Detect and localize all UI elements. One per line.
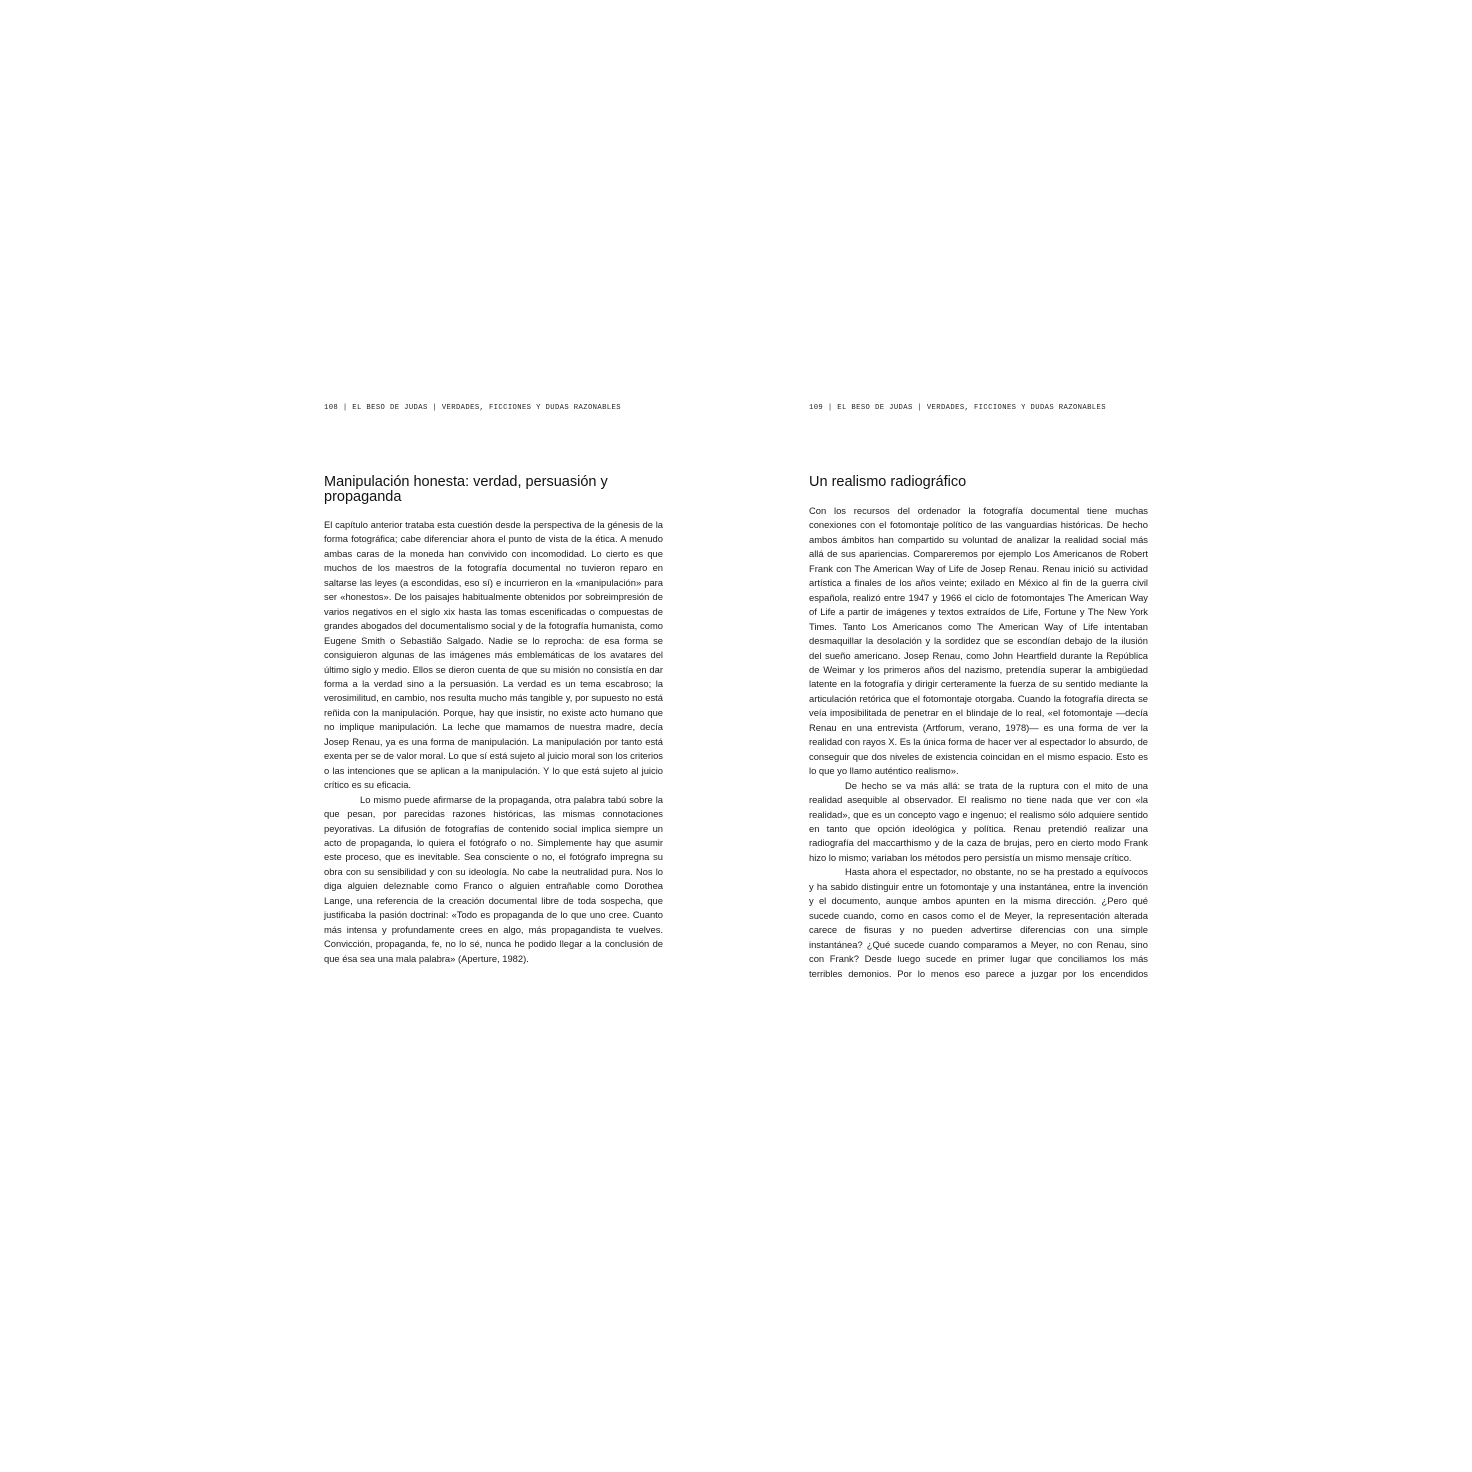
paragraph: Con los recursos del ordenador la fotografía documental tiene muchas conexiones con el fotomontaje político de las vanguardias históricas. De hecho ambos ámbitos han compartido su voluntad de analizar la realidad social más allá de sus apariencias. Compareremos por ejemplo Los Americanos de Robert Frank con The American Way of Life de Josep Renau. Renau inició su actividad artística a finales de los años veinte; exilado en México al fin de la guerra civil española, realizó entre 1947 y 1966 el ciclo de fotomontajes The American Way of Life a partir de imágenes y textos extraídos de Life, Fortune y The New York Times. Tanto Los Americanos como The American Way of Life intentaban desmaquillar la desolación y la sordidez que se escondían debajo de la ilusión del sueño americano. Josep Renau, como John Heartfield durante la República de Weimar y los primeros años del nazismo, pretendía superar la ambigüedad latente en la fotografía y dirigir certeramente la fuerza de su sentido mediante la articulación retórica que el fotomontaje otorgaba. Cuando la fotografía directa se veía imposibilitada de penetrar en el blindaje de lo real, «el fotomontaje —decía Renau en una entrevista (Artforum, verano, 1978)— es una forma de ver la realidad con rayos X. Es la única forma de hacer ver al espectador lo absurdo, de conseguir que dos niveles de existencia coincidan en el mismo espacio. Esto es lo que yo llamo auténtico realismo». bbox=[809, 505, 1148, 777]
right-page bbox=[736, 0, 1472, 1472]
paragraph: De hecho se va más allá: se trata de la ruptura con el mito de una realidad asequible al observador. El realismo no tiene nada que ver con «la realidad», que es un concepto vago e ingenuo; el realismo sólo adquiere sentido en tanto que opción ideológica y política. Renau pretendió realizar una radiografía del maccarthismo y de la caza de brujas, pero en cierto modo Frank hizo lo mismo; variaban los métodos pero persistía un mismo mensaje crítico. bbox=[809, 779, 1148, 863]
paragraph: El capítulo anterior trataba esta cuestión desde la perspectiva de la génesis de la forma fotográfica; cabe diferenciar ahora el punto de vista de la ética. A menudo ambas caras de la moneda han convivido con incomodidad. Lo cierto es que muchos de los maestros de la fotografía documental no tuvieron reparo en saltarse las leyes (a escondidas, eso sí) e incurrieron en la «manipulación» para ser «honestos». De los paisajes habitualmente obtenidos por sobreimpresión de varios negativos en el siglo xix hasta las tomas escenificadas o compuestas de grandes abogados del documentalismo social y de la fotografía humanista, como Eugene Smith o Sebastião Salgado. Nadie se lo reprocha: de esa forma se consiguieron algunas de las imágenes más emblemáticas de los avatares del último siglo y medio. Ellos se dieron cuenta de que su misión no consistía en dar forma a la verdad sino a la persuasión. La verdad es un tema escabroso; la verosimilitud, en cambio, nos resulta mucho más tangible y, por supuesto no está reñida con la manipulación. Porque, hay que insistir, no existe acto humano que no implique manipulación. La leche que mamamos de nuestra madre, decía Josep Renau, ya es una forma de manipulación. La manipulación por tanto está exenta per se de valor moral. Lo que sí está sujeto al juicio moral son los criterios o las intenciones que se aplican a la manipulación. Y lo que está sujeto al juicio crítico es su eficacia. bbox=[324, 519, 663, 791]
paragraph: Hasta ahora el espectador, no obstante, no se ha prestado a equívocos y ha sabido distinguir entre un fotomontaje y una instantánea, entre la invención y el documento, aunque ambos apunten en la misma dirección. ¿Pero qué sucede cuando, como en casos como el de Meyer, la representación alterada carece de fisuras y no pueden advertirse diferencias con una simple instantánea? ¿Qué sucede cuando comparamos a Meyer, no con Renau, sino con Frank? Desde luego sucede en primer lugar que conciliamos los más terribles demonios. Por lo menos eso parece a juzgar por los encendidos bbox=[809, 866, 1148, 979]
paragraph: Lo mismo puede afirmarse de la propaganda, otra palabra tabú sobre la que pesan, por parecidas razones históricas, las mismas connotaciones peyorativas. La difusión de fotografías de contenido social implica siempre un acto de propaganda, lo quiera el fotógrafo o no. Simplemente hay que asumir este proceso, que es inevitable. Sea consciente o no, el fotógrafo impregna su obra con su sensibilidad y con su ideología. No cabe la neutralidad pura. Nos lo diga alguien deleznable como Franco o alguien entrañable como Dorothea Lange, una referencia de la creación documental libre de toda sospecha, que justificaba la pasión doctrinal: «Todo es propaganda de lo que uno cree. Cuanto más intensa y profundamente crees en algo, más propagandista te vuelves. Convicción, propaganda, fe, no lo sé, nunca he podido llegar a la conclusión de que ésa sea una mala palabra» (Aperture, 1982). bbox=[324, 793, 663, 964]
section-heading: Manipulación honesta: verdad, persuasión y propaganda bbox=[324, 474, 608, 505]
running-head: 109 | EL BESO DE JUDAS | VERDADES, FICCIONES Y DUDAS RAZONABLES bbox=[809, 404, 1106, 412]
body-text bbox=[324, 518, 663, 966]
body-text bbox=[809, 504, 1148, 981]
running-head: 108 | EL BESO DE JUDAS | VERDADES, FICCIONES Y DUDAS RAZONABLES bbox=[324, 404, 621, 412]
section-heading: Un realismo radiográfico bbox=[809, 474, 967, 490]
